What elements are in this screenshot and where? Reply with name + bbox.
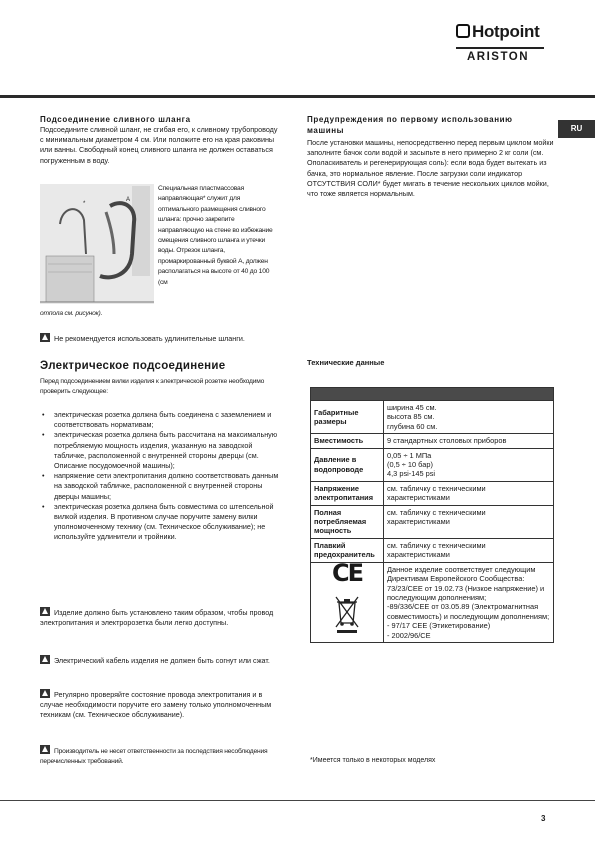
brand-logo-top [456,22,539,42]
hotpoint-logo-icon [456,24,470,38]
page-number: 3 [541,814,546,823]
table-key: Габаритные размеры [311,401,384,434]
warning-extension-text: Не рекомендуется использовать удлинительные шланги. [54,334,245,343]
hose-guide-text-end: отпола см. рисунок). [40,310,103,317]
table-row [311,448,554,481]
table-value: ширина 45 см. высота 85 см. глубина 60 см. [384,401,554,434]
table-row [311,434,554,448]
weee-bin-icon [332,593,362,633]
warning-icon [40,745,50,754]
drain-text: Подсоедините сливной шланг, не сгибая его, к сливному трубопроводу с минимальным диаметром 4 см. Или положите его на края раковины или ванны. Свободный конец сливного шланга не должен оставаться погруженным в воду. [40,125,278,165]
warning-icon [40,689,50,698]
electrical-title: Электрическое подсоединение [40,360,226,372]
logo-divider [456,47,544,49]
warning-check-cable [40,689,282,721]
drain-title: Подсоединение сливного шланга [40,115,191,124]
drain-hose-figure [40,184,154,304]
table-value: 0,05 ÷ 1 МПа (0,5 ÷ 10 бар) 4,3 psi-145 psi [384,448,554,481]
footer-rule [0,800,595,801]
first-use-text: После установки машины, непосредственно перед первым циклом мойки заполните бачок соли водой и засыпьте в него примерно 2 кг соли (см. Ополаскиватель и регенерирующая соль): если вода будет вытекать из бачка, это нормальное явление. После загрузки соли индикатор ОТСУТСТВИЯ СОЛИ* будет мигать в течение нескольких циклов мойки, что тоже является нормальным. [307,138,554,199]
table-header-row [311,388,554,401]
drain-hose-illustration [40,184,154,304]
tech-data-table [310,387,554,643]
warning-text: Производитель не несет ответственности за последствия несоблюдения перечисленных требований. [40,748,268,766]
warning-text: Электрический кабель изделия не должен быть согнут или сжат. [54,656,270,665]
directives-text: Данное изделие соответствует следующим Директивам Европейского Сообщества: 73/23/CEE от 19.02.73 (Низкое напряжение) и последующим дополнениям; -89/336/CEE от 03.05.89 (Электромагнитная совместимость) и последующим дополнениям; - 97/17 CEE (Этикетирование) - 2002/96/CE [384,562,554,642]
warning-liability [40,745,282,768]
warning-icon [40,655,50,664]
table-row [311,401,554,434]
warning-icon [40,333,50,342]
table-row [311,481,554,505]
warning-extension [40,333,280,344]
warning-cable [40,655,282,666]
figure-star: * [83,201,86,207]
table-key: Напряжение электропитания [311,481,384,505]
table-value: см. табличку с техническими характеристиками [384,538,554,562]
table-key: Вместимость [311,434,384,448]
footnote: *Имеется только в некоторых моделях [310,757,436,764]
certification-marks [311,559,384,642]
header-rule [0,95,595,98]
warning-text: Изделие должно быть установлено таким образом, чтобы провод электропитания и электророзетка были легко доступны. [40,608,274,628]
table-value: см. табличку с техническими характеристиками [384,481,554,505]
brand-name: Hotpoint [472,22,540,41]
table-value: см. табличку с техническими характеристиками [384,505,554,538]
first-use-title: Предупреждения по первому использованию машины [307,115,513,135]
hose-guide-text: Специальная пластмассовая направляющая* служит для оптимального размещения сливного шланга: прочно закрепите направляющую на стене во избежание смещения сливного шланга и утечки воды. Отрезок шланга, промаркированный буквой А, должен располагаться на высоте от 40 до 100 (см [158,185,273,286]
table-row [311,505,554,538]
table-key: Давление в водопроводе [311,448,384,481]
list-item: • электрическая розетка должна быть совместима со штепсельной вилкой изделия. В противном случае поручите замену вилки уполномоченному технику (см. Техническое обслуживание); не используйте удлинители и тройники. [40,502,282,543]
figure-label-a: A [126,197,131,203]
electrical-checklist [40,410,282,543]
brand-logo-bottom: ARISTON [467,51,530,63]
table-key: Полная потребляемая мощность [311,505,384,538]
ce-mark-icon: CE [331,559,362,588]
warning-accessible [40,607,282,628]
tech-data-title: Технические данные [307,358,385,367]
table-value: 9 стандартных столовых приборов [384,434,554,448]
warning-text: Регулярно проверяйте состояние провода электропитания и в случае необходимости поручите его замену только уполномоченным техникам (см. Техническое обслуживание). [40,690,272,720]
list-item: • электрическая розетка должна быть рассчитана на максимальную потребляемую мощность изделия, указанную на заводской табличке, расположенной с внутренней стороны дверцы (см. Описание посудомоечной машины); [40,430,282,471]
list-item: • напряжение сети электропитания должно соответствовать данным на заводской табличке, расположенной с внутренней стороны дверцы машины; [40,471,282,502]
list-item: • электрическая розетка должна быть соединена с заземлением и соответствовать нормативам; [40,410,282,430]
electrical-intro: Перед подсоединением вилки изделия к электрической розетке необходимо проверить следующее: [40,378,265,396]
warning-icon [40,607,50,616]
table-key: Плавкий предохранитель [311,538,384,562]
table-row [311,562,554,642]
table-header-cell [311,388,554,401]
language-tab: RU [558,120,595,138]
